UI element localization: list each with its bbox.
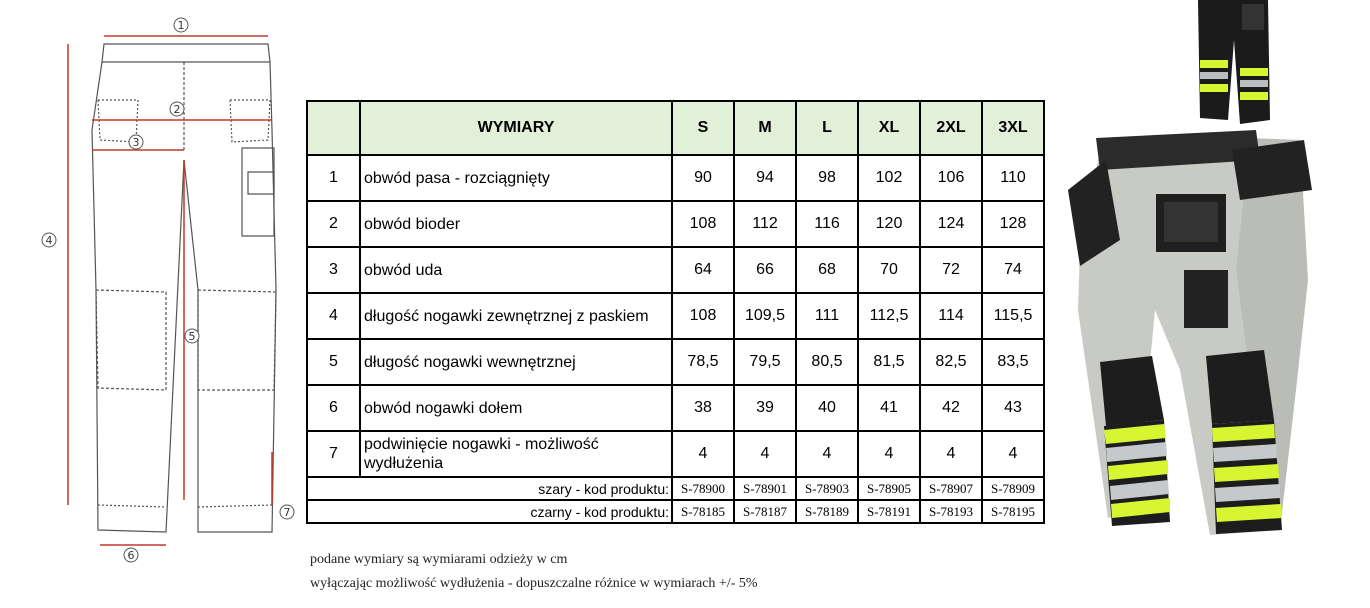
size-value: 79,5 xyxy=(734,339,796,385)
header-cell-size-s: S xyxy=(672,101,734,155)
header-cell-size-m: M xyxy=(734,101,796,155)
size-value: 111 xyxy=(796,293,858,339)
row-number: 1 xyxy=(307,155,360,201)
size-value: 120 xyxy=(858,201,920,247)
product-code: S-78189 xyxy=(796,500,858,523)
product-code: S-78191 xyxy=(858,500,920,523)
row-number: 7 xyxy=(307,431,360,477)
diagram-label-2: 2 xyxy=(173,103,181,116)
product-code-label: czarny - kod produktu: xyxy=(307,500,672,523)
row-number: 3 xyxy=(307,247,360,293)
row-label: obwód bioder xyxy=(360,201,672,247)
table-row xyxy=(307,385,1044,431)
size-value: 116 xyxy=(796,201,858,247)
row-label: podwinięcie nogawki - możliwość wydłużenia xyxy=(360,431,672,477)
size-value: 114 xyxy=(920,293,982,339)
product-code-row-black xyxy=(307,500,1044,523)
header-cell-no xyxy=(307,101,360,155)
product-code: S-78193 xyxy=(920,500,982,523)
product-code: S-78900 xyxy=(672,477,734,500)
size-value: 4 xyxy=(734,431,796,477)
size-value: 102 xyxy=(858,155,920,201)
note-tolerance: wyłączając możliwość wydłużenia - dopuszczalne różnice w wymiarach +/- 5% xyxy=(310,576,758,591)
table-row xyxy=(307,339,1044,385)
size-value: 39 xyxy=(734,385,796,431)
product-code: S-78905 xyxy=(858,477,920,500)
size-value: 4 xyxy=(920,431,982,477)
size-value: 81,5 xyxy=(858,339,920,385)
product-code: S-78903 xyxy=(796,477,858,500)
size-value: 41 xyxy=(858,385,920,431)
size-value: 98 xyxy=(796,155,858,201)
size-table xyxy=(306,100,1045,524)
table-row xyxy=(307,247,1044,293)
size-value: 124 xyxy=(920,201,982,247)
size-value: 4 xyxy=(796,431,858,477)
size-value: 128 xyxy=(982,201,1044,247)
row-number: 5 xyxy=(307,339,360,385)
size-value: 80,5 xyxy=(796,339,858,385)
product-code: S-78907 xyxy=(920,477,982,500)
product-code: S-78901 xyxy=(734,477,796,500)
size-value: 110 xyxy=(982,155,1044,201)
size-value: 78,5 xyxy=(672,339,734,385)
trousers-size-diagram xyxy=(0,0,300,608)
size-value: 42 xyxy=(920,385,982,431)
product-code-label: szary - kod produktu: xyxy=(307,477,672,500)
size-value: 106 xyxy=(920,155,982,201)
header-cell-measures: WYMIARY xyxy=(360,101,672,155)
size-value: 108 xyxy=(672,201,734,247)
row-label: długość nogawki wewnętrznej xyxy=(360,339,672,385)
product-code: S-78187 xyxy=(734,500,796,523)
row-label: obwód pasa - rozciągnięty xyxy=(360,155,672,201)
size-value: 94 xyxy=(734,155,796,201)
size-value: 40 xyxy=(796,385,858,431)
row-label: obwód uda xyxy=(360,247,672,293)
size-value: 38 xyxy=(672,385,734,431)
diagram-label-5: 5 xyxy=(188,330,196,343)
product-code-row-grey xyxy=(307,477,1044,500)
table-header-row xyxy=(307,101,1044,155)
row-label: długość nogawki zewnętrznej z paskiem xyxy=(360,293,672,339)
row-number: 6 xyxy=(307,385,360,431)
size-value: 66 xyxy=(734,247,796,293)
size-value: 4 xyxy=(858,431,920,477)
diagram-label-4: 4 xyxy=(45,234,53,247)
size-value: 72 xyxy=(920,247,982,293)
diagram-label-6: 6 xyxy=(127,549,135,562)
product-code: S-78909 xyxy=(982,477,1044,500)
product-code: S-78195 xyxy=(982,500,1044,523)
size-value: 4 xyxy=(982,431,1044,477)
diagram-label-7: 7 xyxy=(283,506,291,519)
row-number: 4 xyxy=(307,293,360,339)
size-value: 108 xyxy=(672,293,734,339)
note-measurements: podane wymiary są wymiarami odzieży w cm xyxy=(310,552,568,567)
table-row xyxy=(307,201,1044,247)
product-photo-grey xyxy=(1060,130,1360,550)
size-value: 70 xyxy=(858,247,920,293)
size-value: 4 xyxy=(672,431,734,477)
header-cell-size-3xl: 3XL xyxy=(982,101,1044,155)
row-number: 2 xyxy=(307,201,360,247)
size-value: 68 xyxy=(796,247,858,293)
size-value: 90 xyxy=(672,155,734,201)
header-cell-size-2xl: 2XL xyxy=(920,101,982,155)
header-cell-size-xl: XL xyxy=(858,101,920,155)
size-value: 109,5 xyxy=(734,293,796,339)
size-value: 43 xyxy=(982,385,1044,431)
size-value: 74 xyxy=(982,247,1044,293)
size-value: 82,5 xyxy=(920,339,982,385)
size-value: 112,5 xyxy=(858,293,920,339)
table-row xyxy=(307,431,1044,477)
table-row xyxy=(307,293,1044,339)
header-cell-size-l: L xyxy=(796,101,858,155)
product-photo-black xyxy=(1188,0,1278,128)
diagram-label-3: 3 xyxy=(132,136,140,149)
table-row xyxy=(307,155,1044,201)
row-label: obwód nogawki dołem xyxy=(360,385,672,431)
size-value: 112 xyxy=(734,201,796,247)
size-value: 115,5 xyxy=(982,293,1044,339)
size-value: 64 xyxy=(672,247,734,293)
size-value: 83,5 xyxy=(982,339,1044,385)
diagram-label-1: 1 xyxy=(177,19,185,32)
product-code: S-78185 xyxy=(672,500,734,523)
